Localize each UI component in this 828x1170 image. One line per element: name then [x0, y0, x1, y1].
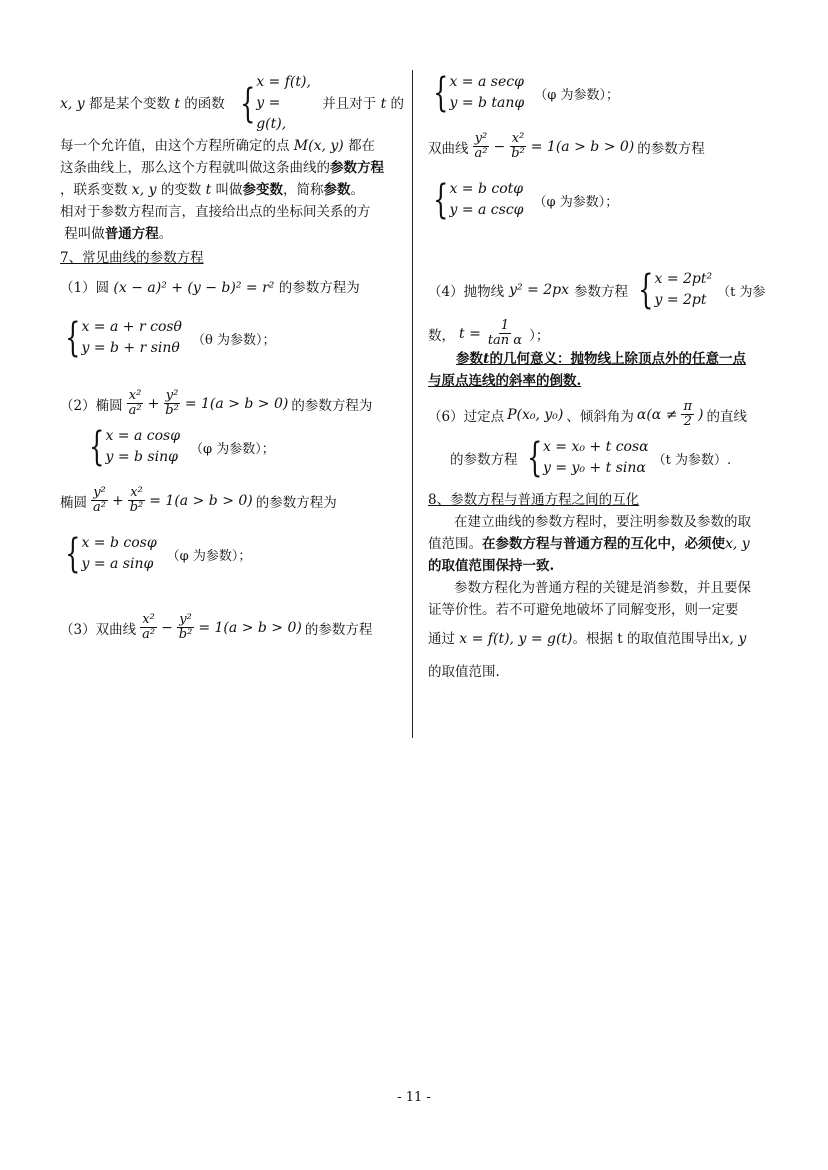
item-2-equations: { x = a cosφ y = b sinφ （φ 为参数）；	[89, 424, 275, 470]
p2-line-2: 证等价性。若不可避免地破坏了同解变形，则一定要	[428, 602, 739, 618]
intro-row: x, y 都是某个变数 t 的函数 { x = f(t), y = g(t), 并且对于 t 的	[60, 72, 404, 135]
p2-line-1: 参数方程化为普通方程的关键是消参数，并且要保	[454, 580, 751, 596]
intro-line-2: 每一个允许值，由这个方程所确定的点 M(x, y) 都在	[60, 138, 376, 154]
intro-line-6: 程叫做普通方程。	[64, 226, 173, 242]
geometric-meaning-line-2: 与原点连线的斜率的倒数.	[428, 373, 582, 389]
section-8-heading: 8、参数方程与普通方程之间的互化	[428, 492, 640, 508]
intro-line-3: 这条曲线上，那么这个方程就叫做这条曲线的参数方程	[60, 160, 384, 176]
p2-line-4: 的取值范围.	[428, 664, 500, 680]
page-number: - 11 -	[397, 1090, 431, 1105]
intro-vars: x, y	[60, 95, 85, 112]
p1-line-2: 值范围。在参数方程与普通方程的互化中，必须使x, y	[428, 536, 750, 552]
p2-line-3: 通过 x = f(t), y = g(t)。根据 t 的取值范围导出x, y	[428, 631, 747, 647]
item-2b-equations: { x = b cosφ y = a sinφ （φ 为参数）；	[65, 531, 252, 577]
left-column	[60, 72, 404, 642]
intro-function-cases: { x = f(t), y = g(t),	[239, 74, 311, 132]
item-6-equations: 的参数方程 { x = x₀ + t cosα y = y₀ + t sinα （t 为参数）.	[450, 435, 732, 481]
section-7-heading: 7、常见曲线的参数方程	[60, 250, 204, 266]
column-divider	[412, 70, 413, 738]
item-2-ellipse: （2）椭圆 $\frac{\text{x²}}{\text{a²}}$ + $\frac{\text{y²}}{\text{b²}}$ = 1(a > b > 0) 的参数方程为	[60, 388, 373, 418]
item-4-line-2: 数， t = $\frac{1}{\text{tan α}}$ ）；	[428, 318, 550, 348]
item-4-parabola: （4）抛物线 y² = 2px 参数方程 { x = 2pt² y = 2pt （t 为参	[428, 267, 766, 313]
right-column	[428, 72, 774, 687]
hyperbola-1-equations: { x = a secφ y = b tanφ （φ 为参数）；	[433, 70, 619, 116]
p1-line-1: 在建立曲线的参数方程时，要注明参数及参数的取	[454, 514, 751, 530]
intro-line-4: ，联系变数 x, y 的变数 t 叫做参变数，简称参数。	[60, 182, 365, 198]
intro-line-5: 相对于参数方程而言，直接给出点的坐标间关系的方	[60, 204, 371, 220]
item-1-circle: （1）圆 (x − a)² + (y − b)² = r² 的参数方程为	[60, 280, 360, 296]
item-1-equations: { x = a + r cosθ y = b + r sinθ （θ 为参数）；	[65, 315, 276, 361]
item-3-hyperbola: （3）双曲线 $\frac{\text{x²}}{\text{a²}}$ − $\frac{\text{y²}}{\text{b²}}$ = 1(a > b > 0) 的参数方程	[60, 612, 373, 642]
item-6-line: （6）过定点 P(x₀, y₀) 、倾斜角为 α(α ≠ $\frac{\pi}{2}$ ) 的直线	[428, 399, 747, 429]
item-2b-ellipse: 椭圆 $\frac{\text{y²}}{\text{a²}}$ + $\frac{\text{x²}}{\text{b²}}$ = 1(a > b > 0) 的参数方程为	[60, 485, 337, 515]
hyperbola-2-equations: { x = b cotφ y = a cscφ （φ 为参数）；	[433, 177, 619, 223]
p1-line-3: 的取值范围保持一致.	[428, 558, 555, 574]
hyperbola-2: 双曲线 $\frac{\text{y²}}{\text{a²}}$ − $\frac{\text{x²}}{\text{b²}}$ = 1(a > b > 0) 的参数方程	[428, 131, 705, 161]
geometric-meaning-line-1: 参数t的几何意义：抛物线上除顶点外的任意一点	[456, 351, 746, 367]
